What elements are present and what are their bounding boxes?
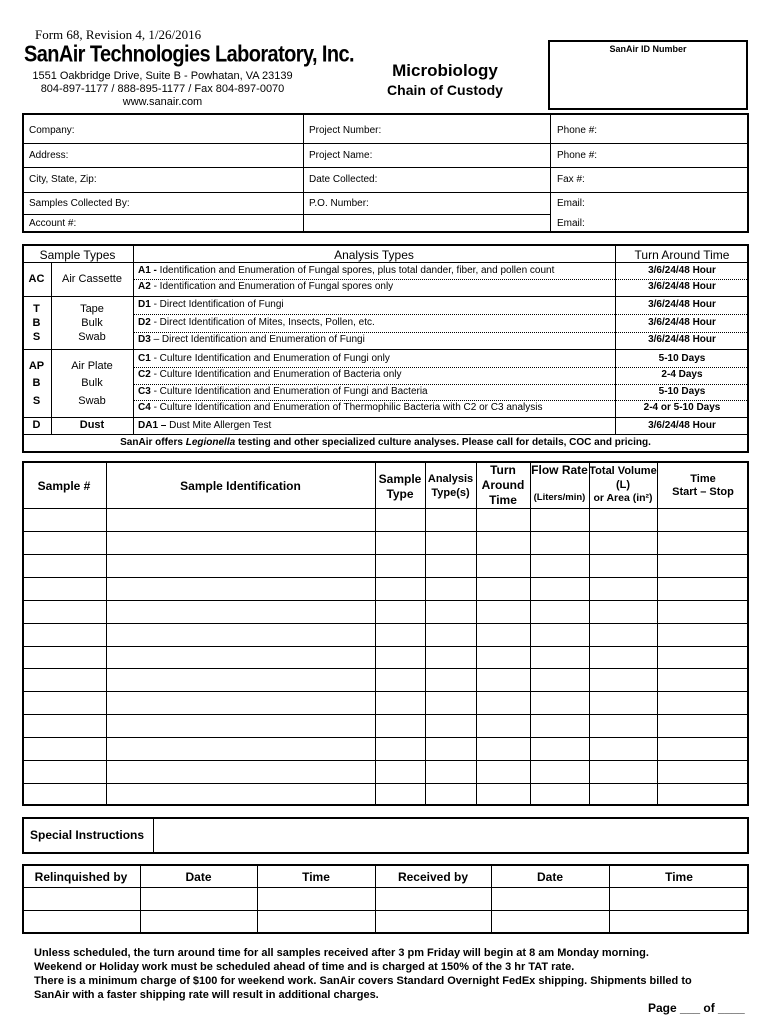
legionella-post: testing and other specialized culture analyses. Please call for details, COC and pricing. xyxy=(235,437,651,448)
analysis-code: C1 xyxy=(138,353,151,364)
tat-c1: 5-10 Days xyxy=(658,353,706,364)
special-instructions-label: Special Instructions xyxy=(30,828,145,842)
form-revision: Form 68, Revision 4, 1/26/2016 xyxy=(35,27,202,42)
analysis-row-d1 xyxy=(138,299,284,310)
col-time: Time xyxy=(690,473,716,485)
type-code-b-2: B xyxy=(32,377,41,389)
company-name: SanAir Technologies Laboratory, Inc. xyxy=(24,42,354,68)
footer-note-4: SanAir with a faster shipping rate will result in additional charges. xyxy=(34,989,379,1001)
tat-c2: 2-4 Days xyxy=(661,369,703,380)
analysis-row-d3 xyxy=(138,334,365,345)
tat-da1: 3/6/24/48 Hour xyxy=(648,420,716,431)
sample-row[interactable] xyxy=(22,646,749,669)
analysis-row-c3 xyxy=(138,386,428,397)
doc-title-microbiology: Microbiology xyxy=(392,61,498,80)
sample-row[interactable] xyxy=(22,600,749,623)
analysis-row-da1 xyxy=(138,420,271,431)
col-date-2: Date xyxy=(536,870,563,884)
tat-c3: 5-10 Days xyxy=(658,386,706,397)
type-name-dust: Dust xyxy=(79,419,105,431)
col-sample-identification: Sample Identification xyxy=(180,479,301,493)
legionella-note xyxy=(22,437,749,448)
type-code-ac: AC xyxy=(28,273,45,285)
tat-a2: 3/6/24/48 Hour xyxy=(648,281,716,292)
legionella-word: Legionella xyxy=(185,437,236,448)
analysis-row-c4 xyxy=(138,402,542,413)
doc-title-chain-of-custody: Chain of Custody xyxy=(387,82,503,98)
client-info-box xyxy=(22,113,749,233)
col-start-stop: Start – Stop xyxy=(672,486,734,498)
email-field-1[interactable]: Email: xyxy=(557,198,585,209)
address-field[interactable]: Address: xyxy=(29,150,69,161)
tat-d1: 3/6/24/48 Hour xyxy=(648,299,716,310)
type-name-bulk-2: Bulk xyxy=(81,377,103,389)
type-code-s: S xyxy=(32,331,41,343)
lab-website: www.sanair.com xyxy=(122,96,203,108)
sample-row[interactable] xyxy=(22,623,749,646)
col-received-by: Received by xyxy=(397,870,469,884)
email-field-2[interactable]: Email: xyxy=(557,218,585,229)
sanair-id-box[interactable] xyxy=(548,40,748,110)
phone-field-2[interactable]: Phone #: xyxy=(557,150,598,161)
city-state-zip-field[interactable]: City, State, Zip: xyxy=(29,174,97,185)
page-number: Page ___ of ____ xyxy=(648,1001,745,1015)
analysis-desc: - Identification and Enumeration of Fungal spores only xyxy=(150,281,394,292)
type-name-tape: Tape xyxy=(80,303,104,315)
analysis-row-d2 xyxy=(138,317,375,328)
analysis-desc: - Culture Identification and Enumeration of Fungi only xyxy=(150,353,390,364)
col-sample-types: Sample Types xyxy=(39,248,116,262)
phone-field-1[interactable]: Phone #: xyxy=(557,125,598,136)
fax-field[interactable]: Fax #: xyxy=(557,174,585,185)
samples-collected-by-field[interactable]: Samples Collected By: xyxy=(29,198,130,209)
type-name-bulk: Bulk xyxy=(81,317,103,329)
analysis-code: A1 - xyxy=(138,265,157,276)
analysis-code: C2 xyxy=(138,369,151,380)
col-relinquished-by: Relinquished by xyxy=(34,870,128,884)
col-turn-around: Turn Around Time xyxy=(481,463,525,507)
analysis-code: D3 xyxy=(138,334,151,345)
sample-row[interactable] xyxy=(22,783,749,806)
col-sample-type: Sample Type xyxy=(378,472,422,501)
sample-row[interactable] xyxy=(22,737,749,760)
sample-row[interactable] xyxy=(22,714,749,737)
type-name-air-cassette: Air Cassette xyxy=(62,273,122,285)
sample-row[interactable] xyxy=(22,508,749,531)
sanair-id-label: SanAir ID Number xyxy=(609,44,687,54)
tat-a1: 3/6/24/48 Hour xyxy=(648,265,716,276)
footer-note-1: Unless scheduled, the turn around time for all samples received after 3 pm Friday will begin at 8 am Monday morning. xyxy=(34,947,649,959)
col-flow-rate: Flow Rate xyxy=(531,463,588,477)
type-code-d: D xyxy=(32,419,41,431)
sample-row[interactable] xyxy=(22,668,749,691)
analysis-code: D1 xyxy=(138,299,151,310)
analysis-desc: – Direct Identification and Enumeration of Fungi xyxy=(150,334,365,345)
col-time-2: Time xyxy=(665,870,693,884)
col-flow-units: (Liters/min) xyxy=(533,492,586,503)
sample-row[interactable] xyxy=(22,531,749,554)
analysis-desc: - Direct Identification of Fungi xyxy=(150,299,284,310)
type-code-s-2: S xyxy=(32,395,41,407)
footer-note-3: There is a minimum charge of $100 for weekend work. SanAir covers Standard Overnight FedEx shipping. Shipments billed to xyxy=(34,975,692,987)
po-number-field[interactable]: P.O. Number: xyxy=(309,198,369,209)
company-field[interactable]: Company: xyxy=(29,125,75,136)
footer-note-2: Weekend or Holiday work must be scheduled ahead of time and is charged at 150% of the 3 hr TAT rate. xyxy=(34,961,575,973)
date-collected-field[interactable]: Date Collected: xyxy=(309,174,378,185)
lab-phone: 804-897-1177 / 888-895-1177 / Fax 804-897-0070 xyxy=(40,83,285,95)
sample-row[interactable] xyxy=(22,691,749,714)
project-name-field[interactable]: Project Name: xyxy=(309,150,373,161)
tat-d3: 3/6/24/48 Hour xyxy=(648,334,716,345)
analysis-desc: Dust Mite Allergen Test xyxy=(166,420,272,431)
tat-c4: 2-4 or 5-10 Days xyxy=(643,402,721,413)
analysis-code: DA1 – xyxy=(138,420,167,431)
col-date-1: Date xyxy=(185,870,212,884)
type-name-air-plate: Air Plate xyxy=(71,360,113,372)
tat-d2: 3/6/24/48 Hour xyxy=(648,317,716,328)
legionella-pre: SanAir offers xyxy=(120,437,186,448)
analysis-code: A2 xyxy=(138,281,151,292)
analysis-desc: - Direct Identification of Mites, Insects, Pollen, etc. xyxy=(150,317,375,328)
lab-address: 1551 Oakbridge Drive, Suite B - Powhatan, VA 23139 xyxy=(32,70,293,82)
analysis-code: C4 xyxy=(138,402,151,413)
analysis-desc: - Culture Identification and Enumeration of Bacteria only xyxy=(150,369,402,380)
col-total-volume: Total Volume (L) xyxy=(589,465,657,491)
col-sample-number: Sample # xyxy=(37,479,91,493)
col-analysis-types: Analysis Types xyxy=(334,248,414,262)
col-turn-around-time: Turn Around Time xyxy=(634,248,730,262)
analysis-row-c1 xyxy=(138,353,390,364)
analysis-row-a2 xyxy=(138,281,393,292)
analysis-code: C3 xyxy=(138,386,151,397)
project-number-field[interactable]: Project Number: xyxy=(309,125,382,136)
sample-row[interactable] xyxy=(22,760,749,783)
analysis-row-a1 xyxy=(138,265,554,276)
col-time-1: Time xyxy=(302,870,330,884)
col-or-area: or Area (in²) xyxy=(593,492,653,504)
type-code-b: B xyxy=(32,317,41,329)
type-code-ap: AP xyxy=(28,360,45,372)
type-code-t: T xyxy=(33,303,40,315)
sample-row[interactable] xyxy=(22,554,749,577)
analysis-code: D2 xyxy=(138,317,151,328)
type-name-swab: Swab xyxy=(78,331,106,343)
analysis-desc: - Culture Identification and Enumeration of Thermophilic Bacteria with C2 or C3 analysis xyxy=(150,402,543,413)
analysis-desc: Identification and Enumeration of Fungal spores, plus total dander, fiber, and pollen count xyxy=(156,265,555,276)
account-field[interactable]: Account #: xyxy=(29,218,77,229)
col-analysis-types: Analysis Type(s) xyxy=(427,473,474,499)
sample-row[interactable] xyxy=(22,577,749,600)
analysis-row-c2 xyxy=(138,369,402,380)
analysis-desc: - Culture Identification and Enumeration of Fungi and Bacteria xyxy=(150,386,428,397)
type-name-swab-2: Swab xyxy=(78,395,106,407)
